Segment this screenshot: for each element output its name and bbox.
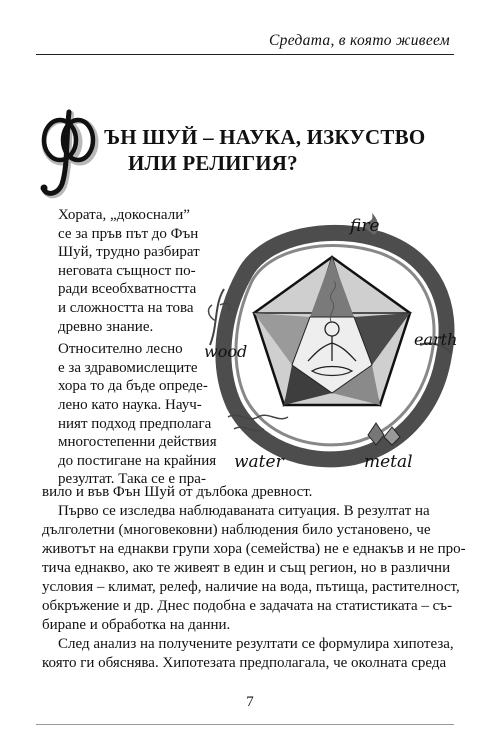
- page-number: 7: [246, 694, 254, 710]
- chapter-title-line-1: ЪН ШУЙ – НАУКА, ИЗКУСТВО: [104, 125, 426, 149]
- label-wood: wood: [204, 342, 248, 361]
- text-line: дълголетни (многовековни) наблюдения било установено, че: [42, 522, 431, 538]
- label-earth: earth: [414, 330, 458, 349]
- text-line: е за здравомислещите: [58, 359, 198, 376]
- chapter-title: [104, 124, 444, 176]
- text-line: Относително лесно: [58, 341, 183, 358]
- text-line: След анализ на получените резултати се формулира хипотеза,: [58, 636, 454, 652]
- running-head: [0, 24, 500, 54]
- text-line: лено като наука. Науч-: [58, 396, 202, 413]
- text-line: животът на еднакви групи хора (семейства) не е еднакъв и не про-: [42, 541, 466, 557]
- drop-cap-ornament: [38, 108, 102, 202]
- chapter-title-line-2: ИЛИ РЕЛИГИЯ?: [128, 151, 298, 175]
- text-line: условия – климат, релеф, наличие на вода, пътища, растителност,: [42, 579, 460, 595]
- bottom-edge-rule: [36, 724, 454, 725]
- body-paragraph-3: [42, 635, 460, 673]
- text-line: която ги обяснява. Хипотезата предполагала, че околната среда: [42, 655, 447, 671]
- five-elements-illustration: [204, 205, 459, 483]
- intro-column: [42, 206, 217, 489]
- body-paragraph-2: [42, 502, 466, 635]
- running-head-title: Средата, в която живеем: [269, 32, 450, 49]
- intro-paragraph-1: [42, 206, 202, 336]
- text-line: до постигане на крайния: [58, 452, 217, 469]
- text-line: бирane и обработка на данни.: [42, 617, 231, 633]
- label-fire: fire: [350, 216, 380, 236]
- text-line: многостепенни действия: [58, 434, 217, 451]
- text-line: Шуй, трудно разбират: [58, 244, 200, 261]
- text-line: хора то да бъде опреде-: [58, 378, 208, 395]
- label-water: water: [234, 452, 284, 472]
- text-line: древно знание.: [58, 318, 154, 335]
- text-line: ради всеобхватността: [58, 281, 197, 298]
- text-line: Хората, „докоснали”: [58, 207, 190, 223]
- text-line: тича еднакво, ако те живеят в един и същ регион, но в различни: [42, 560, 451, 576]
- text-line: и сложността на това: [58, 299, 194, 316]
- text-line: се за пръв път до Фън: [58, 225, 199, 242]
- intro-paragraph-2: [42, 340, 217, 489]
- text-line: резултат. Така се е пра-: [58, 471, 206, 488]
- text-line: неговата същност по-: [58, 262, 196, 279]
- text-line: ният подход предполага: [58, 415, 212, 432]
- text-line: вило и във Фън Шуй от дълбока древност.: [42, 484, 313, 500]
- body-paragraph-continuation: [42, 483, 460, 502]
- body-text: [42, 483, 466, 673]
- header-rule: [36, 54, 454, 55]
- text-line: обкръжение и др. Днес подобна е задачата на статистиката – съ-: [42, 598, 453, 614]
- label-metal: metal: [364, 452, 413, 472]
- text-line: Първо се изследва наблюдаваната ситуация. В резултат на: [58, 503, 430, 519]
